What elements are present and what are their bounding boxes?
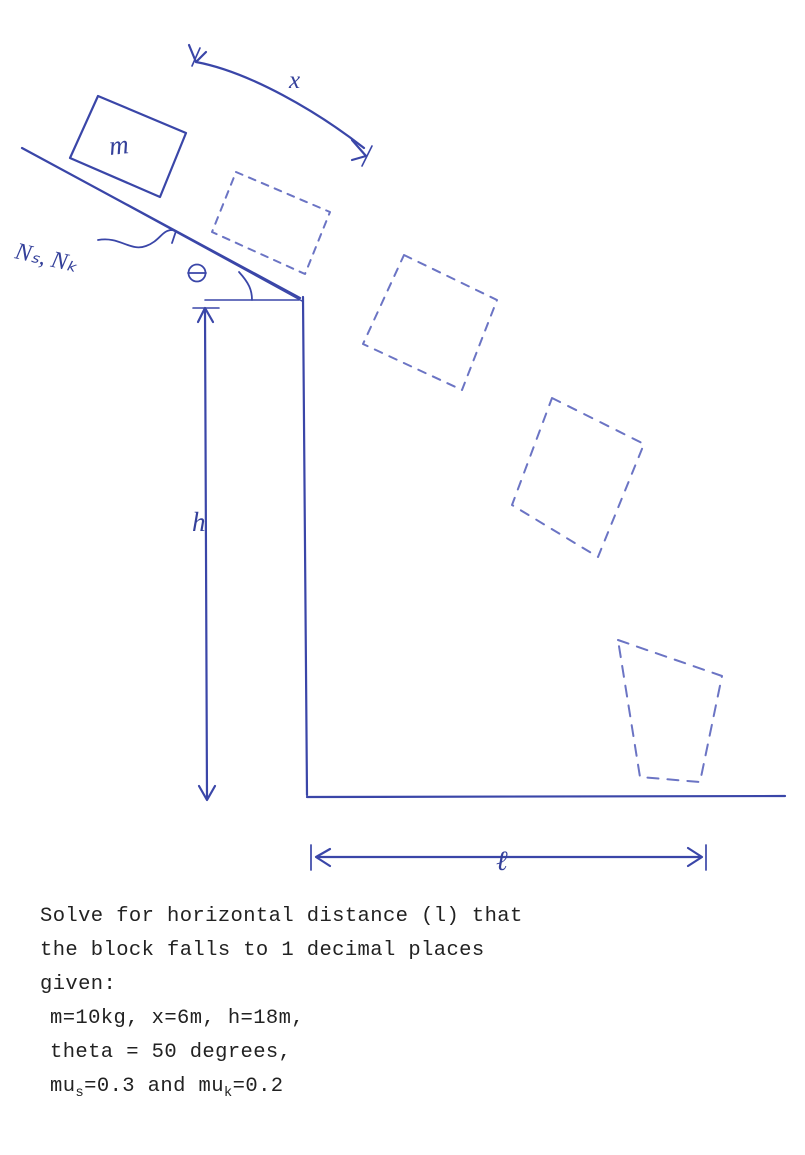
trajectory-block-3 — [512, 398, 644, 557]
normal-force-pointer — [98, 230, 176, 247]
problem-given-line-1: m=10kg, x=6m, h=18m, — [50, 1007, 305, 1030]
mu-s-subscript: s — [75, 1085, 85, 1102]
ground-line — [307, 796, 785, 797]
problem-statement — [40, 900, 780, 1104]
normal-forces-label: Nₛ, Nₖ — [12, 238, 81, 279]
trajectory-block-4 — [618, 640, 722, 782]
mu-k-value: =0.2 — [232, 1075, 284, 1098]
angle-arc — [239, 272, 252, 300]
trajectory-block-1 — [212, 172, 330, 274]
horizontal-distance-label: ℓ — [496, 846, 508, 877]
incline-surface-shade — [26, 150, 302, 301]
mu-s-value-and-mu-k-prefix: =0.3 and mu — [84, 1075, 224, 1098]
cliff-wall — [303, 297, 307, 795]
trajectory-block-2 — [363, 255, 497, 390]
block-mass-label: m — [107, 129, 131, 161]
problem-line-2: the block falls to 1 decimal places — [40, 939, 485, 962]
x-measure-line — [196, 62, 364, 148]
distance-x-label: x — [289, 67, 301, 94]
problem-line-3: given: — [40, 973, 117, 996]
height-label: h — [192, 507, 206, 537]
problem-given-line-2: theta = 50 degrees, — [50, 1041, 292, 1064]
height-line — [205, 310, 207, 798]
problem-given-line-3 — [40, 1070, 780, 1104]
mu-s-prefix: mu — [50, 1075, 76, 1098]
mu-k-subscript: k — [223, 1085, 233, 1102]
problem-line-1: Solve for horizontal distance (l) that — [40, 905, 523, 928]
